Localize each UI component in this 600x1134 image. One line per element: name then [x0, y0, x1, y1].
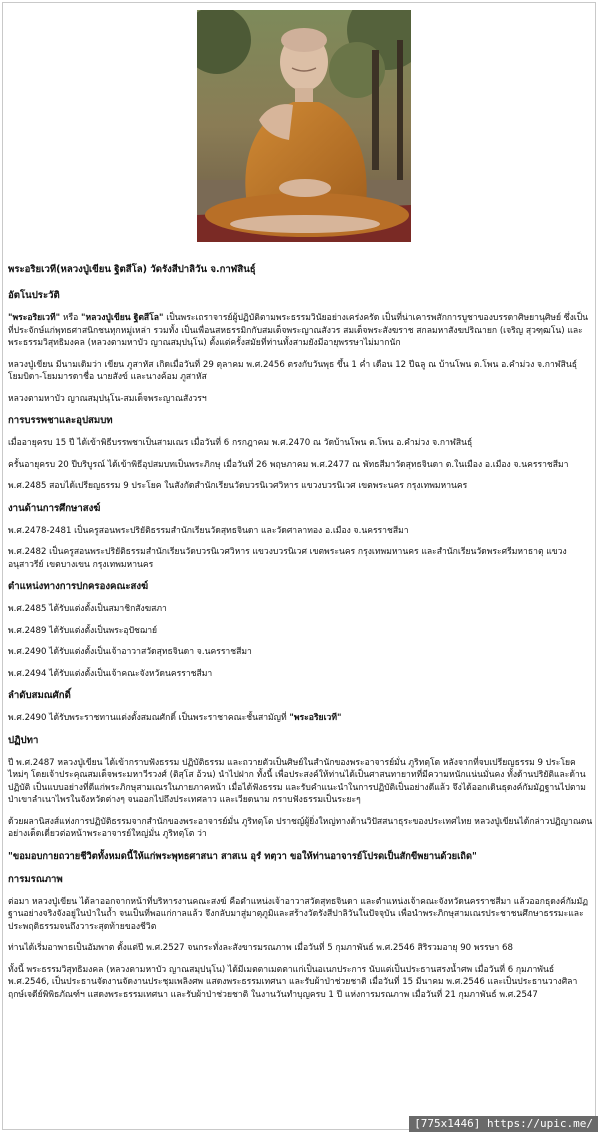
page-frame [2, 2, 596, 1130]
bio-or: หรือ [60, 313, 81, 323]
rank-text: พ.ศ.2490 ได้รับพระราชทานแต่งตั้งสมณศักดิ์ เป็นพระราชาคณะชั้นสามัญที่ [8, 713, 290, 723]
position-item: พ.ศ.2494 ได้รับแต่งตั้งเป็นเจ้าคณะจังหวัดนครราชสีมา [8, 668, 213, 679]
rank-title: "พระอริยเวที" [289, 713, 342, 723]
practice-paragraph-2: ด้วยผลานิสงส์แห่งการปฏิบัติธรรมจากสำนักของพระอาจารย์มั่น ภูริทตฺโต ปราชญ์ผู้ยิ่งใหญ่ทางด้านวิปัสสนาธุระของประเทศไทย หลวงปู่เขียนได้กล่าวปฏิญาณตนอย่างเด็ดเดี่ยวต่อหน้าพระอาจารย์ใหญ่มั่น ภูริทตฺโต ว่า [8, 816, 593, 839]
section-heading-rank: ลำดับสมณศักดิ์ [8, 690, 71, 701]
ordination-paragraph-2: ครั้นอายุครบ 20 ปีบริบูรณ์ ได้เข้าพิธีอุปสมบทเป็นพระภิกษุ เมื่อวันที่ 26 พฤษภาคม พ.ศ.2477 ณ พัทธสีมาวัดสุทธจินดา ต.ในเมือง อ.เมือง จ.นครราชสีมา [8, 459, 569, 470]
section-heading-positions: ตำแหน่งทางการปกครองคณะสงฆ์ [8, 581, 149, 592]
image-host-watermark: [775x1446] https://upic.me/ [409, 1116, 598, 1132]
education-paragraph-1: พ.ศ.2478-2481 เป็นครูสอนพระปริยัติธรรมสำนักเรียนวัดสุทธจินดา และวัดศาลาทอง อ.เมือง จ.นครราชสีมา [8, 525, 409, 536]
education-paragraph-2: พ.ศ.2482 เป็นครูสอนพระปริยัติธรรมสำนักเรียนวัดบวรนิเวศวิหาร แขวงบวรนิเวศ เขตพระนคร กรุงเทพมหานคร และสำนักเรียนวัดพระศรีมหาธาตุ แขวงอนุสาวรีย์ เขตบางเขน กรุงเทพมหานคร [8, 547, 567, 570]
rank-paragraph [8, 712, 593, 725]
section-heading-education: งานด้านการศึกษาสงฆ์ [8, 502, 101, 514]
bio-paragraph-2: หลวงปู่เขียน มีนามเดิมว่า เขียน ภูสาหัส เกิดเมื่อวันที่ 29 ตุลาคม พ.ศ.2456 ตรงกับวันพุธ ขึ้น 1 ค่ำ เดือน 12 ปีฉลู ณ บ้านโพน ต.โพน อ.คำม่วง จ.กาฬสินธุ์ โยมบิดา-โยมมารดาชื่อ นายสังข์ และนางค้อม ภูสาหัส [8, 359, 578, 382]
bio-paragraph-1 [8, 312, 593, 350]
section-heading-death: การมรณภาพ [8, 873, 63, 885]
bio-title-name: "พระอริยเวที" [8, 313, 61, 323]
bio-paragraph-3: หลวงตามหาบัว ญาณสมฺปนฺโน-สมเด็จพระญาณสังวรฯ [8, 393, 207, 404]
article-body [8, 263, 593, 1007]
position-item: พ.ศ.2485 ได้รับแต่งตั้งเป็นสมาชิกสังฆสภา [8, 604, 167, 614]
bio-text: เป็นพระเถราจารย์ผู้ปฏิบัติตามพระธรรมวินัยอย่างเคร่งครัด เป็นที่น่าเคารพสักการบูชาของบรรดาศิษยานุศิษย์ ซึ่งเป็นที่ประจักษ์แก่พุทธศาสนิกชนทุกหมู่เหล่า รวมทั้ง เป็นเพื่อนสหธรรมิกกับสมเด็จพระญาณสังวร สมเด็จพระสังฆราช สกลมหาสังฆปริณายก (เจริญ สุวฑฺฒโน) และพระธรรมวิสุทธิมงคล (หลวงตามหาบัว ญาณสมฺปนฺโน) ตั้งแต่ครั้งสมัยที่ท่านทั้งสามยังมีอายุพรรษาไม่มากนัก [8, 313, 589, 348]
death-paragraph-1: ต่อมา หลวงปู่เขียน ได้ลาออกจากหน้าที่บริหารงานคณะสงฆ์ คือตำแหน่งเจ้าอาวาสวัดสุทธจินดา และตำแหน่งเจ้าคณะจังหวัดนครราชสีมา แล้วออกธุดงค์กัมมัฏฐานอย่างจริงจังอยู่ในป่าในถ้ำ จนเป็นที่พอแก่กาลแล้ว จึงกลับมาสู่มาตุภูมิและสร้างวัดรังสีปาลิวันในปัจจุบัน เพื่อนำพระภิกษุสามเณรประชาชนศึกษาธรรมะและประพฤติธรรมจนถึงวาระสุดท้ายของชีวิต [8, 896, 589, 932]
bio-monk-name: "หลวงปู่เขียน ฐิตสีโล" [81, 313, 164, 323]
ordination-paragraph-1: เมื่ออายุครบ 15 ปี ได้เข้าพิธีบรรพชาเป็นสามเณร เมื่อวันที่ 6 กรกฎาคม พ.ศ.2470 ณ วัดบ้านโพน ต.โพน อ.คำม่วง จ.กาฬสินธุ์ [8, 438, 473, 448]
position-item: พ.ศ.2489 ได้รับแต่งตั้งเป็นพระอุปัชฌาย์ [8, 625, 158, 636]
vow-quote: "ขอมอบกายถวายชีวิตทั้งหมดนี้ให้แก่พระพุทธศาสนา สาสเน อุรํ ทตฺวา ขอให้ท่านอาจารย์โปรดเป็นสักขีพยานด้วยเถิด" [8, 850, 477, 862]
ordination-paragraph-3: พ.ศ.2485 สอบได้เปรียญธรรม 9 ประโยค ในสังกัดสำนักเรียนวัดบวรนิเวศวิหาร แขวงบวรนิเวศ เขตพระนคร กรุงเทพมหานคร [8, 481, 468, 491]
monk-photo [197, 10, 411, 242]
position-item: พ.ศ.2490 ได้รับแต่งตั้งเป็นเจ้าอาวาสวัดสุทธจินดา จ.นครราชสีมา [8, 647, 252, 657]
section-heading-practice: ปฏิปทา [8, 734, 39, 746]
death-paragraph-2: ท่านได้เริ่มอาพาธเป็นอัมพาต ตั้งแต่ปี พ.ศ.2527 จนกระทั่งละสังขารมรณภาพ เมื่อวันที่ 5 กุมภาพันธ์ พ.ศ.2546 สิริรวมอายุ 90 พรรษา 68 [8, 943, 513, 953]
section-heading-bio: อัตโนประวัติ [8, 290, 60, 301]
practice-paragraph-1: ปี พ.ศ.2487 หลวงปู่เขียน ได้เข้ากราบฟังธรรม ปฏิบัติธรรม และถวายตัวเป็นศิษย์ในสำนักของพระอาจารย์มั่น ภูริทตฺโต หลังจากที่จบเปรียญธรรม 9 ประโยคไหม่ๆ โดยเจ้าประคุณสมเด็จพระมหาวีรวงศ์ (ติสฺโส อ้วน) นำไปฝาก ทั้งนี้ เพื่อประสงค์ให้ท่านได้เป็นศาสนทายาทที่มีความหนักแน่นมั่นคง ทั้งด้านปริยัติและด้านปฏิบัติ เป็นแบบอย่างที่ดีแก่พระภิกษุสามเณรในภายภาคหน้า เมื่อได้ฟังธรรม และรับคำแนะนำในการปฏิบัติเป็นอย่างดีแล้ว จึงได้ออกเดินธุดงค์กัมมัฏฐานไปตามป่าเขาลำเนาไพรในจังหวัดต่างๆ จนออกไปถึงประเทศลาว และเวียดนาม กราบฟังธรรมเป็นระยะๆ [8, 757, 586, 805]
death-paragraph-3: ทั้งนี้ พระธรรมวิสุทธิมงคล (หลวงตามหาบัว ญาณสมฺปนฺโน) ได้มีเมตตาเมตตาแก่เป็นอเนกประการ นับแต่เป็นประธานสรงน้ำศพ เมื่อวันที่ 6 กุมภาพันธ์ พ.ศ.2546, เป็นประธานจัดงานจัดงานประชุมเพลิงศพ แสดงพระธรรมเทศนา และรับผ้าป่าช่วยชาติ เมื่อวันที่ 15 มีนาคม พ.ศ.2546 และเป็นประธานวางศิลาฤกษ์เจดีย์พิพิธภัณฑ์ฯ แสดงพระธรรมเทศนา และรับผ้าป่าช่วยชาติ ในงานวันทำบุญครบ 1 ปี แห่งการมรณภาพ เมื่อวันที่ 21 กุมภาพันธ์ พ.ศ.2547 [8, 964, 578, 1000]
section-heading-ordination: การบรรพชาและอุปสมบท [8, 415, 113, 426]
article-title: พระอริยเวที(หลวงปู่เขียน ฐิตสีโล) วัดรังสีปาลิวัน จ.กาฬสินธุ์ [8, 264, 256, 275]
